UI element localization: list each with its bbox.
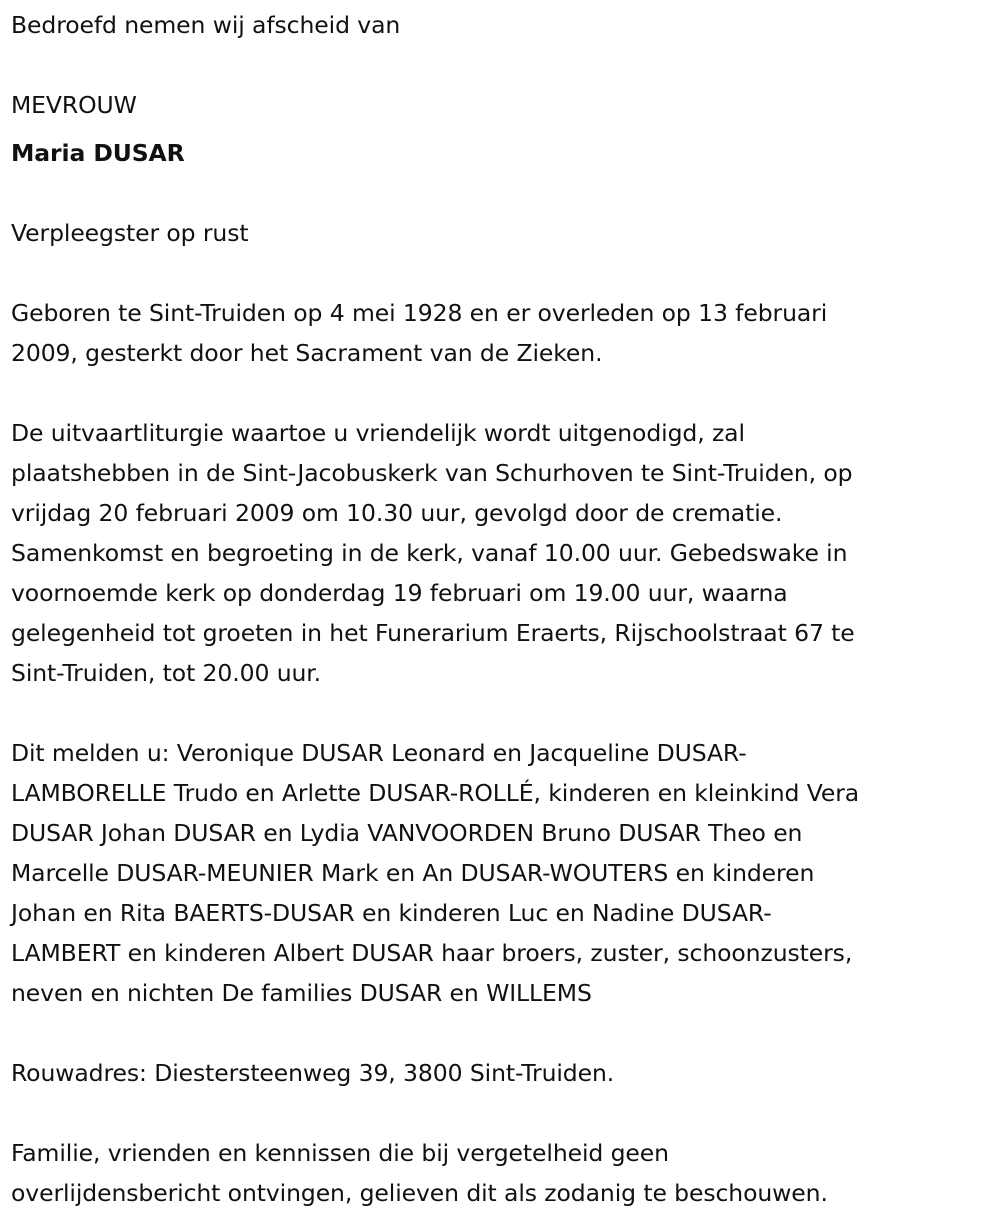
announcers-line: Dit melden u: Veronique DUSAR Leonard en Jacqueline DUSAR-	[11, 739, 747, 767]
intro-line: Bedroefd nemen wij afscheid van	[11, 11, 401, 39]
deceased-name	[11, 133, 185, 173]
birth-death-line: 2009, gesterkt door het Sacrament van de Zieken.	[11, 339, 603, 367]
announcers-line: Marcelle DUSAR-MEUNIER Mark en An DUSAR-WOUTERS en kinderen	[11, 859, 815, 887]
deceased-name-line: Maria DUSAR	[11, 139, 185, 167]
announcers-line: DUSAR Johan DUSAR en Lydia VANVOORDEN Bruno DUSAR Theo en	[11, 819, 803, 847]
announcers-line: LAMBERT en kinderen Albert DUSAR haar broers, zuster, schoonzusters,	[11, 939, 853, 967]
announcers-line: LAMBORELLE Trudo en Arlette DUSAR-ROLLÉ, kinderen en kleinkind Vera	[11, 779, 860, 807]
closing-line: overlijdensbericht ontvingen, gelieven dit als zodanig te beschouwen.	[11, 1179, 828, 1207]
funeral-line: Sint-Truiden, tot 20.00 uur.	[11, 659, 322, 687]
closing-paragraph	[11, 1133, 828, 1213]
mourning-address	[11, 1053, 614, 1093]
announcers-paragraph	[11, 733, 859, 1013]
funeral-line: gelegenheid tot groeten in het Funerarium Eraerts, Rijschoolstraat 67 te	[11, 619, 855, 647]
announcers-line: Johan en Rita BAERTS-DUSAR en kinderen Luc en Nadine DUSAR-	[11, 899, 772, 927]
intro-text	[11, 5, 400, 45]
funeral-line: plaatshebben in de Sint-Jacobuskerk van Schurhoven te Sint-Truiden, op	[11, 459, 853, 487]
closing-line: Familie, vrienden en kennissen die bij vergetelheid geen	[11, 1139, 669, 1167]
funeral-line: Samenkomst en begroeting in de kerk, vanaf 10.00 uur. Gebedswake in	[11, 539, 848, 567]
birth-death-paragraph	[11, 293, 827, 373]
salutation-line: MEVROUW	[11, 91, 137, 119]
salutation	[11, 85, 137, 125]
announcers-line: neven en nichten De families DUSAR en WILLEMS	[11, 979, 592, 1007]
funeral-line: De uitvaartliturgie waartoe u vriendelijk wordt uitgenodigd, zal	[11, 419, 745, 447]
birth-death-line: Geboren te Sint-Truiden op 4 mei 1928 en er overleden op 13 februari	[11, 299, 828, 327]
funeral-line: vrijdag 20 februari 2009 om 10.30 uur, gevolgd door de crematie.	[11, 499, 783, 527]
occupation	[11, 213, 248, 253]
occupation-line: Verpleegster op rust	[11, 219, 249, 247]
mourning-address-line: Rouwadres: Diestersteenweg 39, 3800 Sint-Truiden.	[11, 1059, 615, 1087]
funeral-line: voornoemde kerk op donderdag 19 februari om 19.00 uur, waarna	[11, 579, 788, 607]
funeral-paragraph	[11, 413, 855, 693]
